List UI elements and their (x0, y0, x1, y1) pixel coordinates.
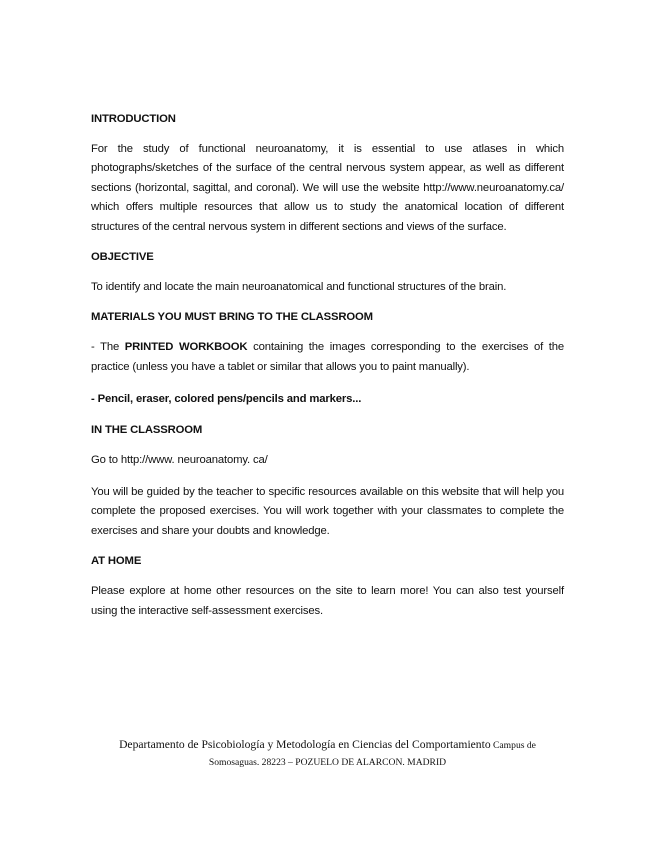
materials-item-rest: containing the images corresponding to the exercises of the practice (unless you have a tablet or similar that allows you to paint manually). (91, 341, 564, 373)
footer-location-postcode: Somosaguas. 28223 (208, 757, 286, 768)
materials-item-workbook (91, 338, 564, 377)
objective-heading: OBJECTIVE (91, 251, 154, 264)
classroom-heading: IN THE CLASSROOM (91, 423, 203, 436)
document-body (91, 112, 564, 634)
page-footer (80, 737, 575, 771)
introduction-paragraph: For the study of functional neuroanatomy, it is essential to use atlases in which photographs/sketches of the surface of the central nervous system appear, as well as different sections (horizontal, sagittal, and coronal). We will use the website http://www.neuroanatomy.ca/ which offers multiple resources that allow us to study the anatomical location of different structures of the central nervous system in different sections and views of the surface. (91, 143, 564, 233)
footer-campus: Campus de (490, 740, 536, 751)
footer-location-city: – POZUELO DE ALARCON. MADRID (285, 757, 447, 768)
materials-item-supplies: - Pencil, eraser, colored pens/pencils and markers... (91, 393, 362, 406)
objective-paragraph: To identify and locate the main neuroanatomical and functional structures of the brain. (91, 281, 507, 294)
printed-workbook-emphasis: PRINTED WORKBOOK (124, 341, 248, 354)
materials-item-prefix: - The (91, 341, 125, 354)
classroom-paragraph: You will be guided by the teacher to specific resources available on this website that will help you complete the proposed exercises. You will work together with your classmates to complete the exercises and share your doubts and knowledge. (91, 486, 564, 537)
home-heading: AT HOME (91, 555, 142, 568)
classroom-link-text: Go to http://www. neuroanatomy. ca/ (91, 453, 268, 466)
introduction-heading: INTRODUCTION (91, 113, 176, 125)
footer-department: Departamento de Psicobiología y Metodología en Ciencias del Comportamiento (119, 738, 491, 751)
materials-heading: MATERIALS YOU MUST BRING TO THE CLASSROOM (91, 311, 373, 324)
home-paragraph: Please explore at home other resources on the site to learn more! You can also test yourself using the interactive self-assessment exercises. (91, 585, 564, 617)
